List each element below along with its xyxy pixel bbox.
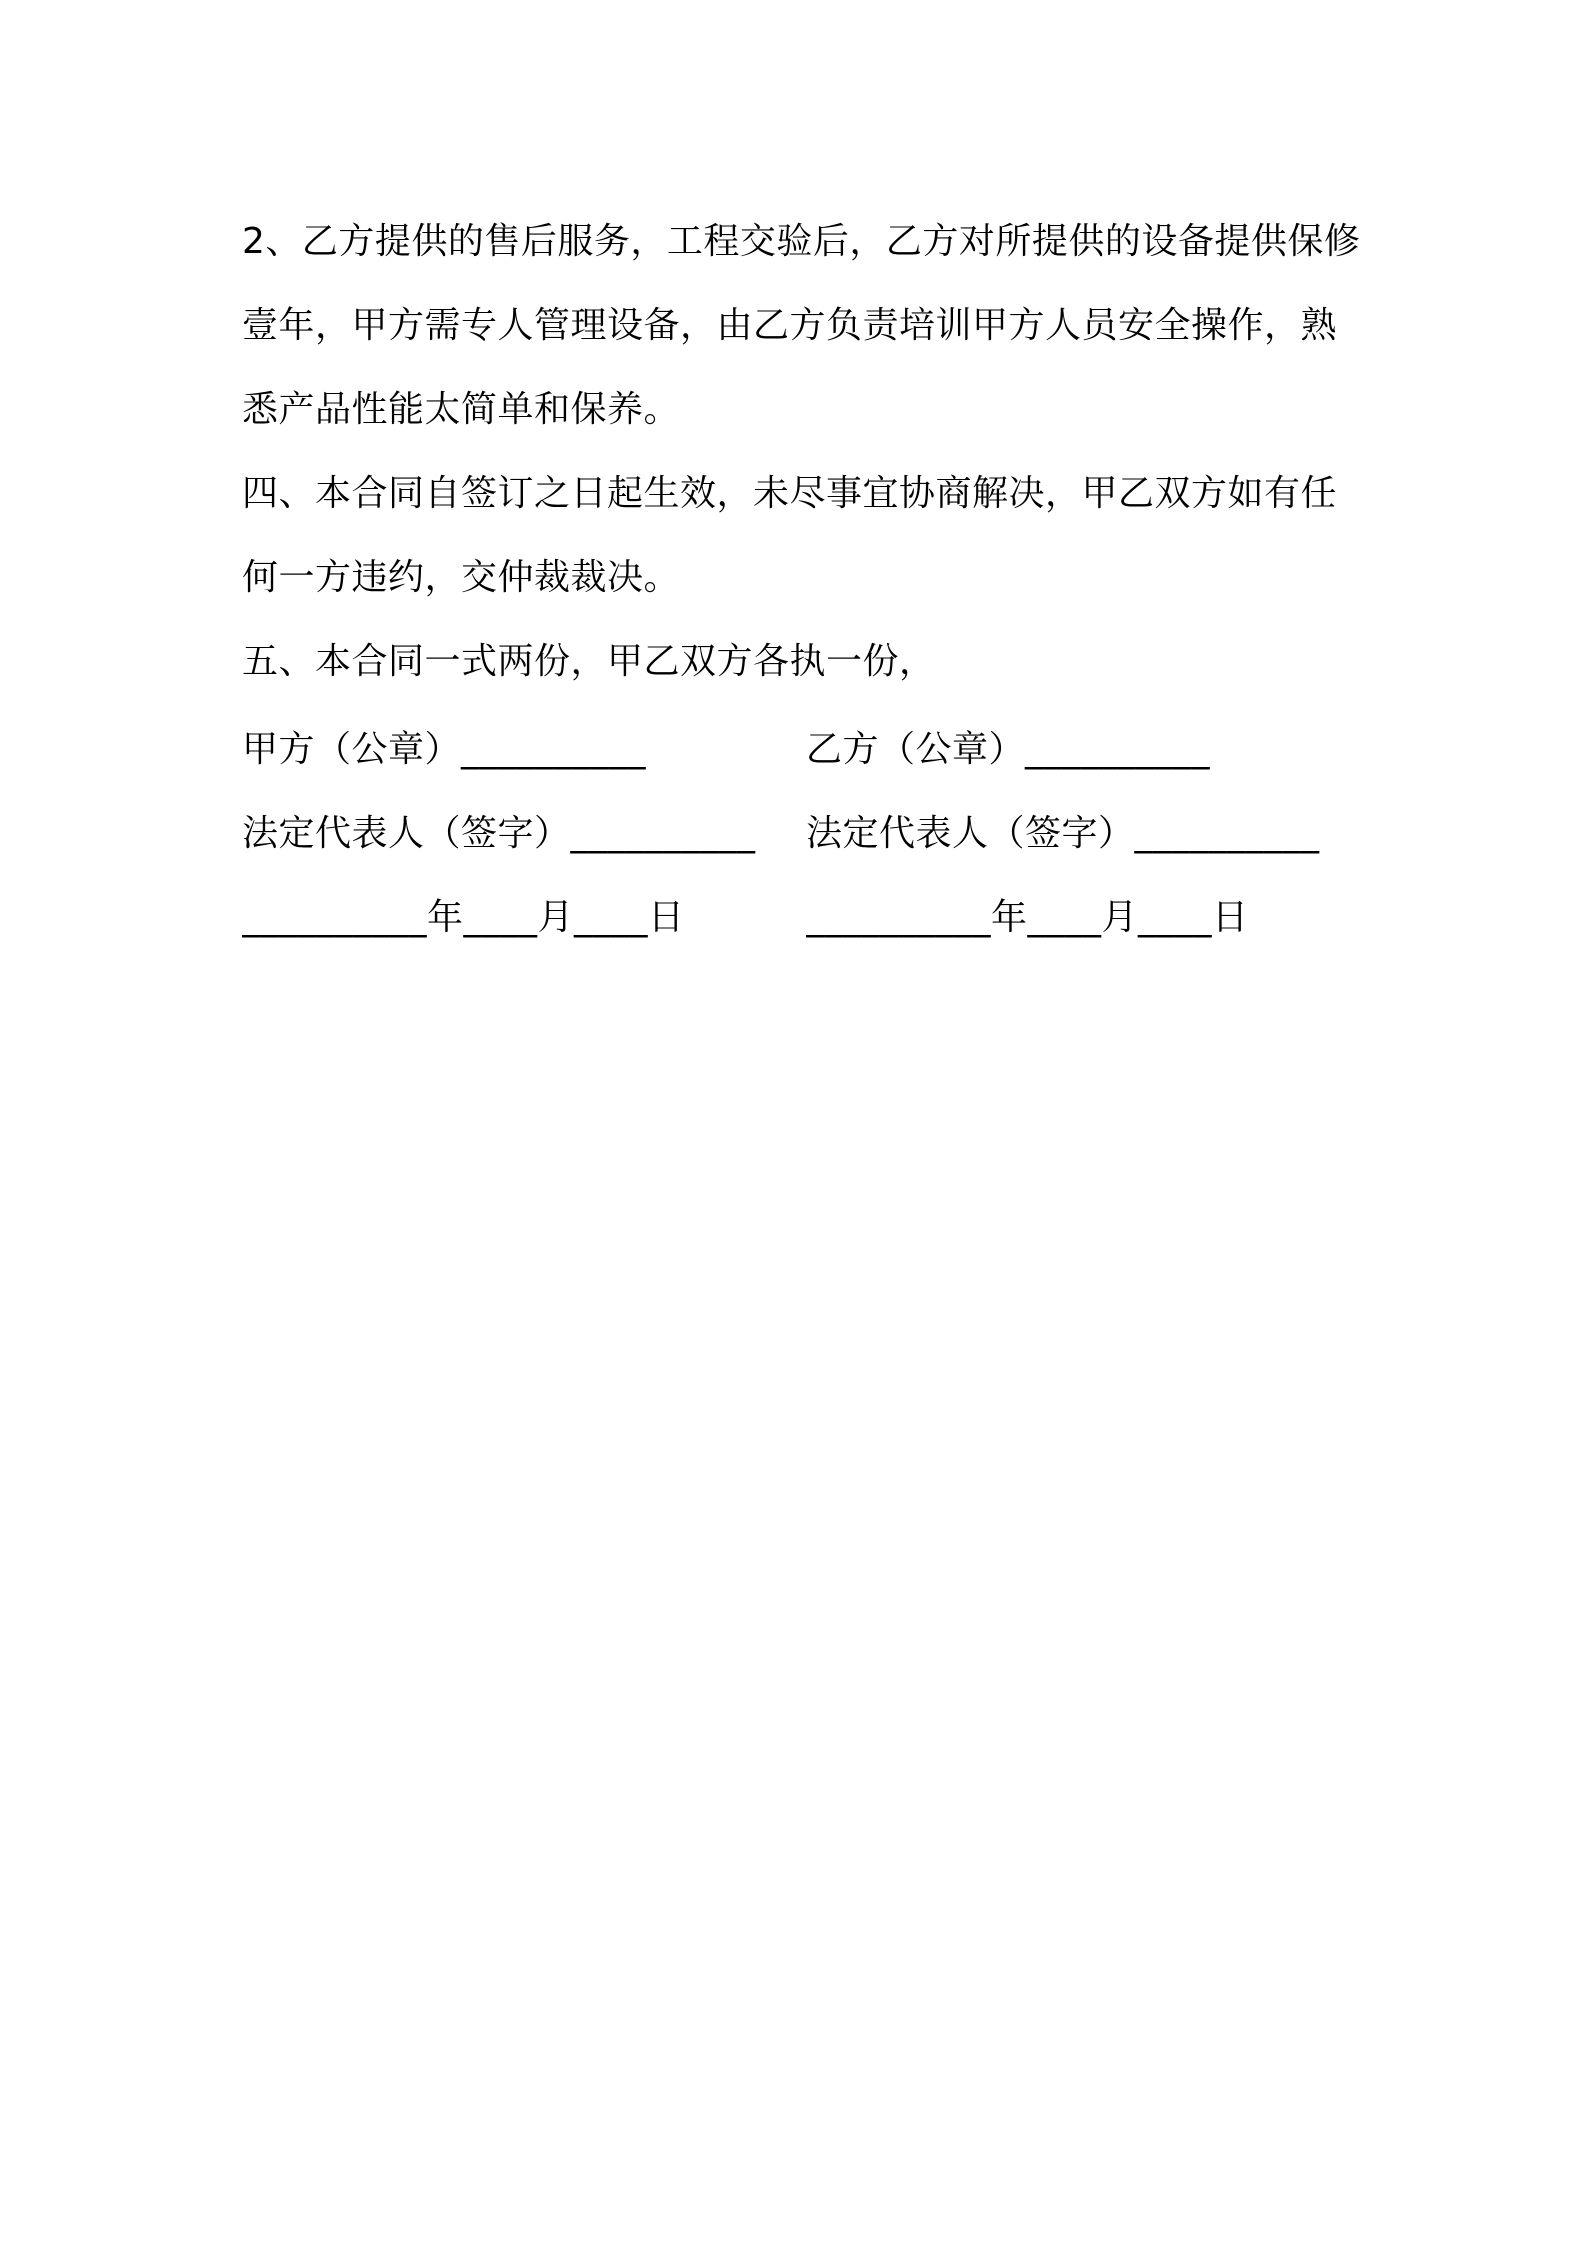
clause-effective-date: 四、本合同自签订之日起生效，未尽事宜协商解决，甲乙双方如有任何一方违约，交仲裁裁决。 <box>242 473 1338 598</box>
document-body <box>242 200 1362 956</box>
party-a-seal-line: 甲方（公章）__________ <box>242 728 647 770</box>
date-row <box>242 872 1362 956</box>
party-b-representative-line: 法定代表人（签字）__________ <box>806 812 1320 854</box>
party-a-date-line: __________年____月____日 <box>242 896 685 938</box>
clause-copies: 五、本合同一式两份，甲乙双方各执一份， <box>242 641 936 682</box>
party-b-date-line: __________年____月____日 <box>806 896 1249 938</box>
representative-row <box>242 788 1362 872</box>
clause-after-sales-service: 2、乙方提供的售后服务，工程交验后，乙方对所提供的设备提供保修壹年，甲方需专人管理设备，由乙方负责培训甲方人员安全操作，熟悉产品性能太简单和保养。 <box>242 221 1361 430</box>
party-b-seal-line: 乙方（公章）__________ <box>806 728 1211 770</box>
seal-row <box>242 704 1362 788</box>
party-a-representative-line: 法定代表人（签字）__________ <box>242 812 756 854</box>
